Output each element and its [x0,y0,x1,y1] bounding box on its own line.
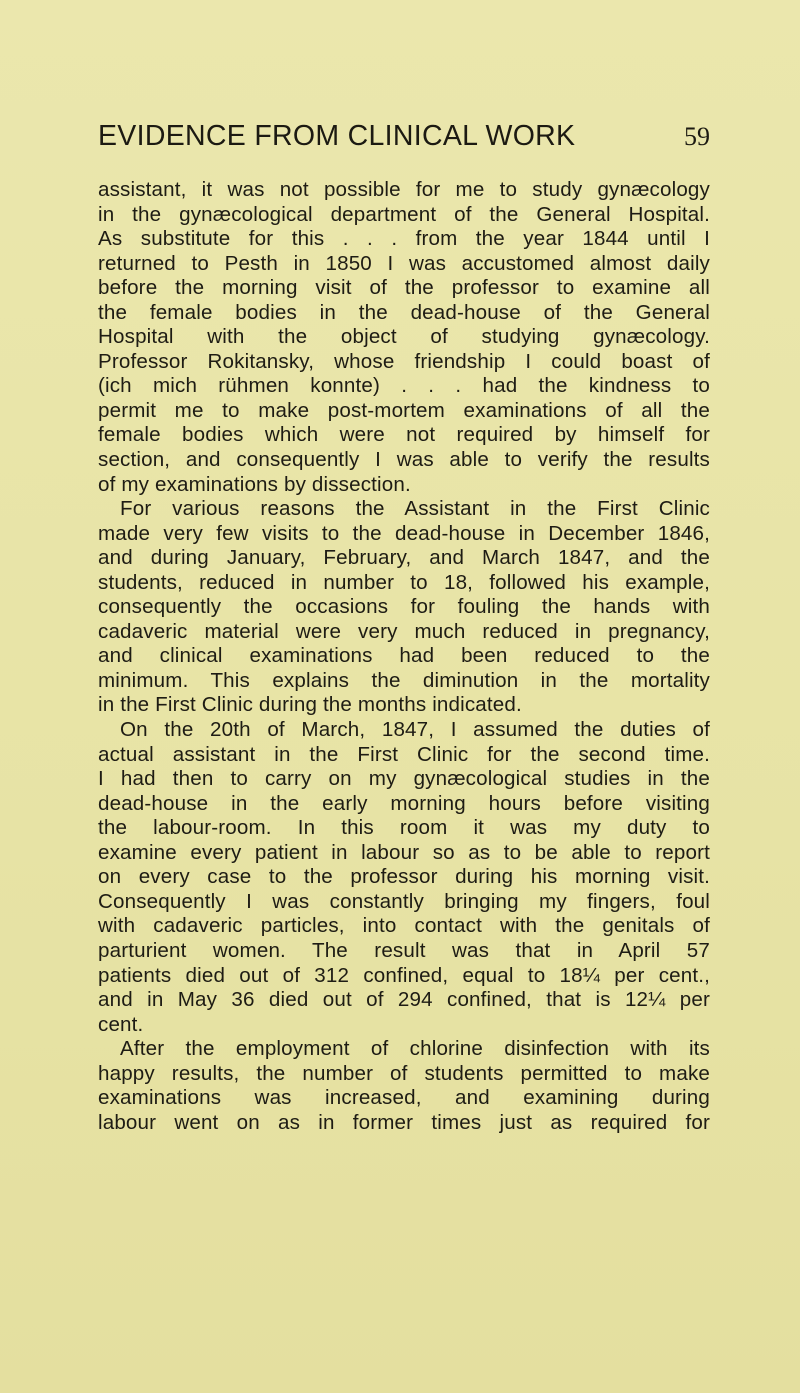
text-line: and in May 36 died out of 294 confined, that is 12¼ per [98,988,710,1012]
text-line: actual assistant in the First Clinic for the second time. [98,742,710,766]
text-line: permit me to make post-mortem examinations of all the [98,398,710,422]
text-line: happy results, the number of students permitted to make [98,1061,710,1085]
text-line: I had then to carry on my gynæcological studies in the [98,767,710,791]
text-line: dead-house in the early morning hours before visiting [98,791,710,815]
text-line: As substitute for this . . . from the year 1844 until I [98,227,710,251]
text-line: in the gynæcological department of the General Hospital. [98,202,710,226]
text-line: examine every patient in labour so as to be able to report [98,840,710,864]
text-line: Hospital with the object of studying gynæcology. [98,325,710,349]
text-line: After the employment of chlorine disinfection with its [120,1037,710,1061]
text-line: and during January, February, and March 1847, and the [98,546,710,570]
text-line: female bodies which were not required by himself for [98,423,710,447]
text-line: parturient women. The result was that in April 57 [98,938,710,962]
text-line: of my examinations by dissection. [98,472,411,496]
running-title: EVIDENCE FROM CLINICAL WORK [98,120,576,152]
text-line: the labour-room. In this room it was my duty to [98,816,710,840]
text-line: patients died out of 312 confined, equal to 18¼ per cent., [98,963,710,987]
text-line: with cadaveric particles, into contact with the genitals of [98,914,710,938]
text-line: the female bodies in the dead-house of the General [98,300,710,324]
text-line: For various reasons the Assistant in the First Clinic [120,497,710,521]
text-line: minimum. This explains the diminution in the mortality [98,668,710,692]
text-line: students, reduced in number to 18, followed his example, [98,570,710,594]
text-line: returned to Pesth in 1850 I was accustomed almost daily [98,251,710,275]
text-line: before the morning visit of the professor to examine all [98,276,710,300]
text-line: consequently the occasions for fouling the hands with [98,595,710,619]
text-line: (ich mich rühmen konnte) . . . had the kindness to [98,374,710,398]
text-line: section, and consequently I was able to verify the results [98,448,710,472]
text-line: assistant, it was not possible for me to study gynæcology [98,178,710,201]
page-number: 59 [684,122,710,151]
text-line: cent. [98,1012,144,1036]
text-line: labour went on as in former times just as required for [98,1110,710,1134]
text-line: in the First Clinic during the months indicated. [98,693,522,717]
text-line: cadaveric material were very much reduced in pregnancy, [98,619,710,643]
text-line: on every case to the professor during his morning visit. [98,865,710,889]
text-line: and clinical examinations had been reduced to the [98,644,710,668]
body-text [98,178,710,1135]
text-line: Consequently I was constantly bringing my fingers, foul [98,889,710,913]
text-line: Professor Rokitansky, whose friendship I could boast of [98,349,710,373]
text-line: examinations was increased, and examining during [98,1086,710,1110]
text-line: made very few visits to the dead-house in December 1846, [98,521,710,545]
text-line: On the 20th of March, 1847, I assumed the duties of [120,718,710,742]
running-head [98,120,710,160]
